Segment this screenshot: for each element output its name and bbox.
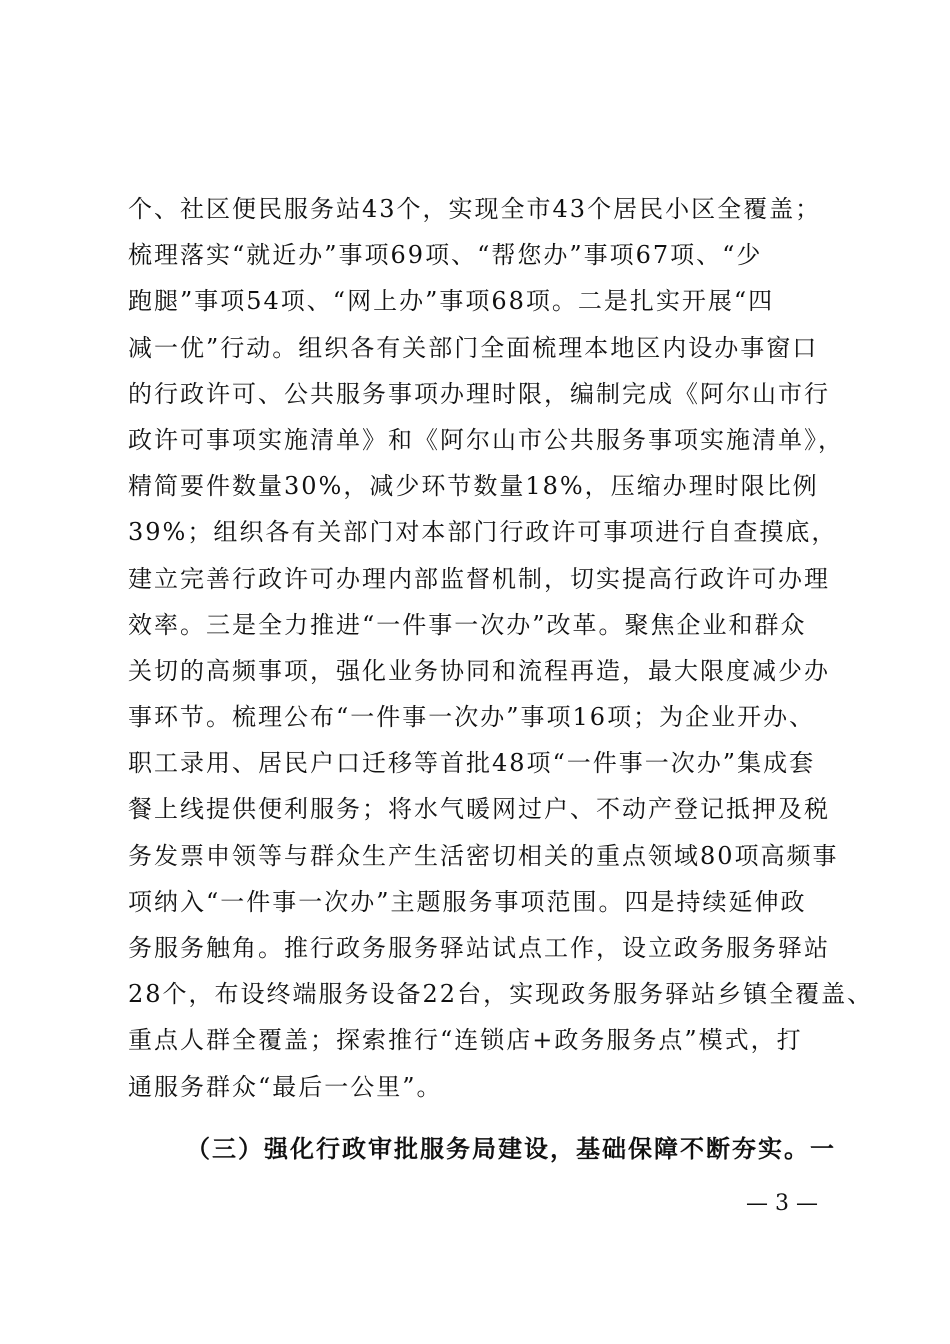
- body-line: 个、社区便民服务站43个，实现全市43个居民小区全覆盖；: [128, 195, 822, 223]
- body-line: 39%；组织各有关部门对本部门行政许可事项进行自查摸底，: [128, 518, 838, 547]
- body-line: 务服务触角。推行政务服务驿站试点工作，设立政务服务驿站: [128, 934, 830, 962]
- body-line: 重点人群全覆盖；探索推行“连锁店+政务服务点”模式，打: [128, 1026, 803, 1055]
- body-line: 务发票申领等与群众生产生活密切相关的重点领域80项高频事: [128, 841, 839, 870]
- section-heading: （三）强化行政审批服务局建设，基础保障不断夯实。一: [186, 1133, 836, 1163]
- body-line: 精简要件数量30%，减少环节数量18%，压缩办理时限比例: [128, 472, 819, 501]
- body-line: 事环节。梳理公布“一件事一次办”事项16项；为企业开办、: [128, 703, 816, 732]
- body-line: 效率。三是全力推进“一件事一次办”改革。聚焦企业和群众: [128, 610, 807, 639]
- body-line: 项纳入“一件事一次办”主题服务事项范围。四是持续延伸政: [128, 887, 807, 916]
- body-line: 餐上线提供便利服务；将水气暖网过户、不动产登记抵押及税: [128, 795, 830, 824]
- body-line: 跑腿”事项54项、“网上办”事项68项。二是扎实开展“四: [128, 287, 775, 316]
- page-number: — 3 —: [746, 1191, 818, 1216]
- body-line: 的行政许可、公共服务事项办理时限，编制完成《阿尔山市行: [128, 379, 830, 408]
- body-line: 梳理落实“就近办”事项69项、“帮您办”事项67项、“少: [128, 241, 763, 270]
- body-line: 职工录用、居民户口迁移等首批48项“一件事一次办”集成套: [128, 749, 816, 778]
- body-line: 减一优”行动。组织各有关部门全面梳理本地区内设办事窗口: [128, 333, 819, 362]
- body-line: 28个，布设终端服务设备22台，实现政务服务驿站乡镇全覆盖、: [128, 980, 874, 1009]
- document-body: [128, 186, 874, 1172]
- body-line: 建立完善行政许可办理内部监督机制，切实提高行政许可办理: [128, 564, 830, 593]
- paragraph-spacing: [128, 1110, 828, 1126]
- body-line: 政许可事项实施清单》和《阿尔山市公共服务事项实施清单》，: [128, 425, 844, 454]
- body-line: 关切的高频事项，强化业务协同和流程再造，最大限度减少办: [128, 656, 830, 685]
- body-line: 通服务群众“最后一公里”。: [128, 1072, 443, 1101]
